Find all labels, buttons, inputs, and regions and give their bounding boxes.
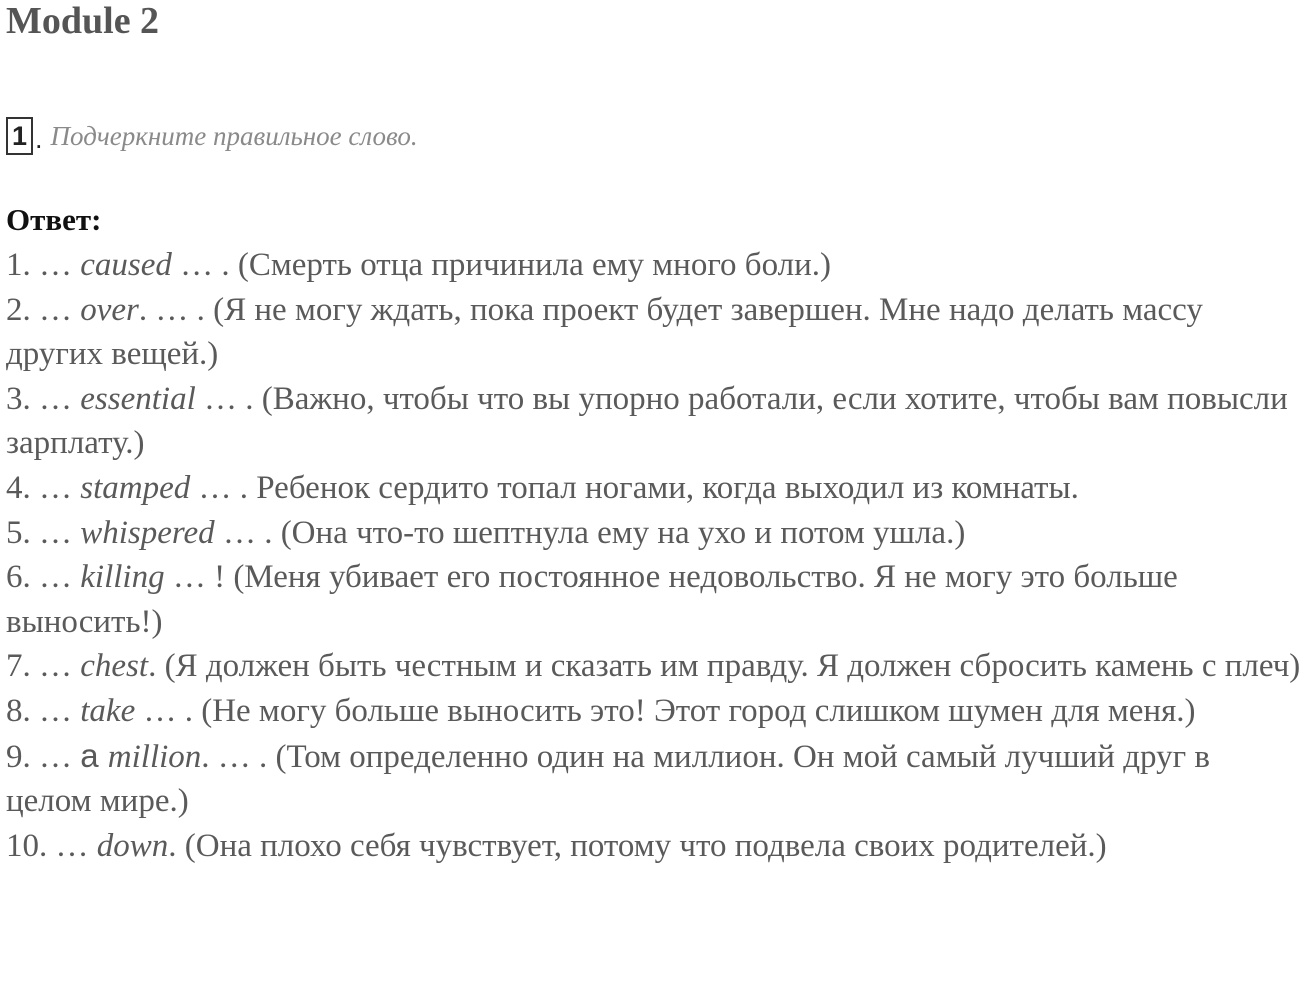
task-number-badge: 1 bbox=[6, 117, 33, 155]
answer-item bbox=[6, 689, 1301, 734]
answer-word: chest bbox=[80, 648, 149, 685]
answer-list bbox=[6, 243, 1301, 868]
answer-word: million bbox=[107, 738, 202, 775]
answer-number: 1. … bbox=[6, 247, 81, 283]
task-header bbox=[6, 116, 418, 156]
answer-translation: … . (Важно, чтобы что вы упорно работали, если хотите, чтобы вам повысли зарплату.) bbox=[6, 380, 1288, 462]
answer-translation: … . (Она что-то шептнула ему на ухо и потом ушла.) bbox=[214, 514, 966, 551]
answer-translation: . … . (Том определенно один на миллион. Он мой самый лучший друг в целом мире.) bbox=[6, 738, 1210, 820]
answer-translation: … . (Не могу больше выносить это! Этот город слишком шумен для меня.) bbox=[135, 692, 1196, 729]
answer-number: 10. … bbox=[6, 827, 97, 864]
answer-translation: … . (Смерть отца причинила ему много боли.) bbox=[171, 247, 832, 283]
answer-heading: Ответ: bbox=[6, 202, 102, 237]
answer-number: 3. … bbox=[6, 380, 81, 417]
answer-item bbox=[6, 734, 1301, 824]
answer-translation: … . Ребенок сердито топал ногами, когда выходил из комнаты. bbox=[190, 469, 1079, 506]
answer-word: stamped bbox=[80, 469, 191, 506]
answer-item bbox=[6, 466, 1301, 511]
answer-item bbox=[6, 824, 1301, 869]
answer-word: over bbox=[80, 291, 139, 328]
answer-translation: … ! (Меня убивает его постоянное недовольство. Я не могу это больше выносить!) bbox=[6, 559, 1178, 640]
answer-item bbox=[6, 644, 1301, 689]
answer-word: killing bbox=[80, 559, 165, 596]
answer-item bbox=[6, 511, 1301, 556]
answer-item bbox=[6, 288, 1301, 377]
task-instruction: Подчеркните правильное слово. bbox=[50, 120, 418, 151]
answer-word: essential bbox=[80, 380, 196, 417]
answer-translation: . (Я должен быть честным и сказать им правду. Я должен сбросить камень с плеч) bbox=[148, 648, 1301, 685]
answer-number: 2. … bbox=[6, 291, 81, 328]
answer-word: down bbox=[96, 827, 169, 864]
answer-number: 6. … bbox=[6, 559, 81, 596]
answer-translation: . (Она плохо себя чувствует, потому что подвела своих родителей.) bbox=[168, 827, 1107, 864]
answer-item bbox=[6, 377, 1301, 466]
answer-article: a bbox=[80, 736, 108, 774]
answer-translation: . … . (Я не могу ждать, пока проект будет завершен. Мне надо делать массу других вещей.) bbox=[6, 291, 1203, 373]
answer-number: 8. … bbox=[6, 692, 81, 729]
answer-item bbox=[6, 243, 1301, 288]
module-title: Module 2 bbox=[6, 0, 160, 42]
answer-number: 4. … bbox=[6, 469, 81, 506]
answer-number: 9. … bbox=[6, 738, 81, 775]
answer-number: 7. … bbox=[6, 648, 81, 685]
task-number-dot: . bbox=[35, 124, 43, 154]
answer-number: 5. … bbox=[6, 514, 81, 551]
answer-word: take bbox=[80, 692, 136, 729]
answer-item bbox=[6, 555, 1301, 644]
answer-word: caused bbox=[80, 247, 172, 283]
answer-word: whispered bbox=[80, 514, 215, 551]
